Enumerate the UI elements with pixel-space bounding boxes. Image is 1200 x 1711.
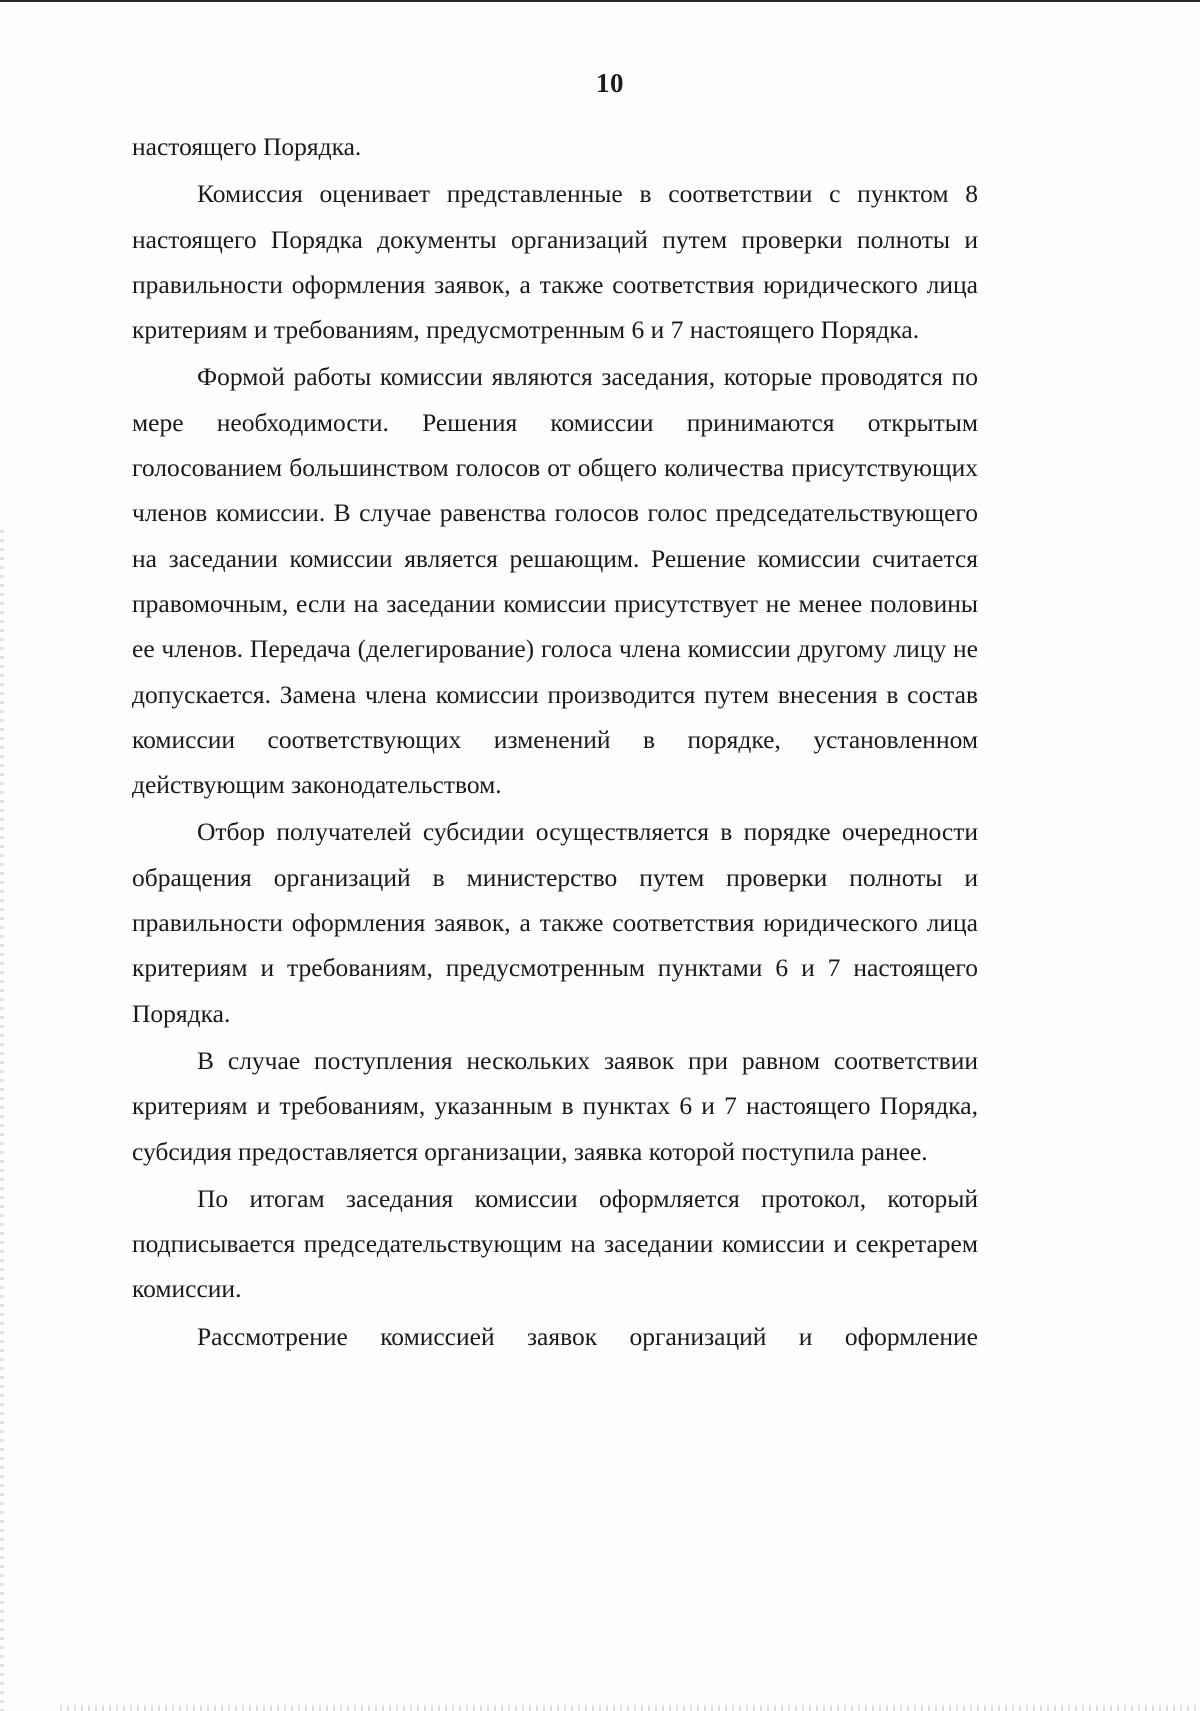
scan-top-edge xyxy=(0,0,1200,2)
paragraph-commission-work-form: Формой работы комиссии являются заседания, которые проводятся по мере необходимости. Решения комиссии принимаются открытым голосованием большинством голосов от общего количества присутствующих членов комиссии. В случае равенства голосов голос председательствующего на заседании комиссии является решающим. Решение комиссии считается правомочным, если на заседании комиссии присутствует не менее половины ее членов. Передача (делегирование) голоса члена комиссии другому лицу не допускается. Замена члена комиссии производится путем внесения в состав комиссии соответствующих изменений в порядке, установленном действующим законодательством. xyxy=(132,362,978,800)
paragraph-recipient-selection: Отбор получателей субсидии осуществляется в порядке очередности обращения организаций в министерство путем проверки полноты и правильности оформления заявок, а также соответствия юридического лица критериям и требованиям, предусмотренным пунктами 6 и 7 настоящего Порядка. xyxy=(132,817,978,1028)
paragraph-multiple-applications: В случае поступления нескольких заявок при равном соответствии критериям и требованиям, указанным в пунктах 6 и 7 настоящего Порядка, субсидия предоставляется организации, заявка которой поступила ранее. xyxy=(132,1045,978,1166)
scan-bottom-edge xyxy=(60,1705,1200,1711)
paragraph-continuation: настоящего Порядка. xyxy=(132,132,362,161)
paragraph-commission-evaluation: Комиссия оценивает представленные в соответствии с пунктом 8 настоящего Порядка документы организаций путем проверки полноты и правильности оформления заявок, а также соответствия юридического лица критериям и требованиям, предусмотренным 6 и 7 настоящего Порядка. xyxy=(132,179,978,345)
page-number: 10 xyxy=(596,68,624,98)
scan-left-edge xyxy=(0,530,4,1711)
paragraph-review-applications: Рассмотрение комиссией заявок организаций и оформление xyxy=(197,1321,978,1351)
body-text xyxy=(132,124,978,1359)
paragraph-meeting-protocol: По итогам заседания комиссии оформляется протокол, который подписывается председательствующим на заседании комиссии и секретарем комиссии. xyxy=(132,1183,978,1304)
